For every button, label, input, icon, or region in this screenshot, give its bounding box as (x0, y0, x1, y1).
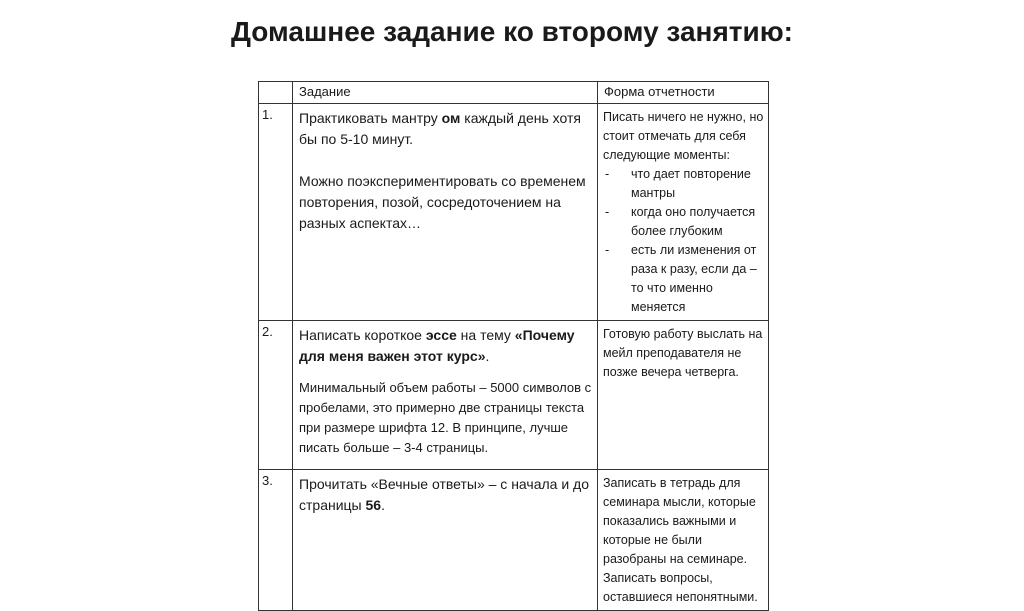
task-paragraph: Написать короткое эссе на тему «Почему для меня важен этот курс». (299, 327, 575, 364)
report-paragraph: Готовую работу выслать на мейл преподавателя не позже вечера четверга. (603, 327, 763, 379)
slide-title: Домашнее задание ко второму занятию: (231, 16, 793, 47)
task-cell (293, 470, 598, 611)
task-paragraph: Минимальный объем работы – 5000 символов с пробелами, это примерно две страницы текста при размере шрифта 12. В принципе, лучше писать больше – 3-4 страницы. (299, 380, 592, 455)
homework-table (258, 81, 769, 611)
report-cell (598, 470, 769, 611)
report-paragraph: Записать вопросы, оставшиеся непонятными. (603, 571, 758, 604)
report-bullet: - что дает повторение мантры (603, 165, 764, 203)
table-header-row (259, 82, 769, 104)
report-bullet: - есть ли изменения от раза к разу, если да – то что именно меняется (603, 241, 764, 317)
table-row (259, 470, 769, 611)
report-cell (598, 321, 769, 470)
table-row (259, 321, 769, 470)
header-cell-task: Задание (293, 82, 598, 104)
header-cell-report: Форма отчетности (598, 82, 769, 104)
report-bullet: - когда оно получается более глубоким (603, 203, 764, 241)
report-paragraph: Записать в тетрадь для семинара мысли, которые показались важными и которые не были разобраны на семинаре. (603, 476, 756, 566)
task-paragraph: Практиковать мантру ом каждый день хотя бы по 5-10 минут. (299, 110, 581, 147)
task-paragraph: Можно поэкспериментировать со временем повторения, позой, сосредоточением на разных аспектах… (299, 173, 586, 231)
task-paragraph: Прочитать «Вечные ответы» – с начала и до страницы 56. (299, 476, 589, 513)
report-intro: Писать ничего не нужно, но стоит отмечать для себя следующие моменты: (603, 110, 764, 162)
row-number: 3. (259, 470, 293, 611)
row-number: 2. (259, 321, 293, 470)
task-cell (293, 321, 598, 470)
task-cell (293, 104, 598, 321)
table-row (259, 104, 769, 321)
report-cell (598, 104, 769, 321)
header-cell-number (259, 82, 293, 104)
report-bullet-list (603, 165, 764, 317)
row-number: 1. (259, 104, 293, 321)
